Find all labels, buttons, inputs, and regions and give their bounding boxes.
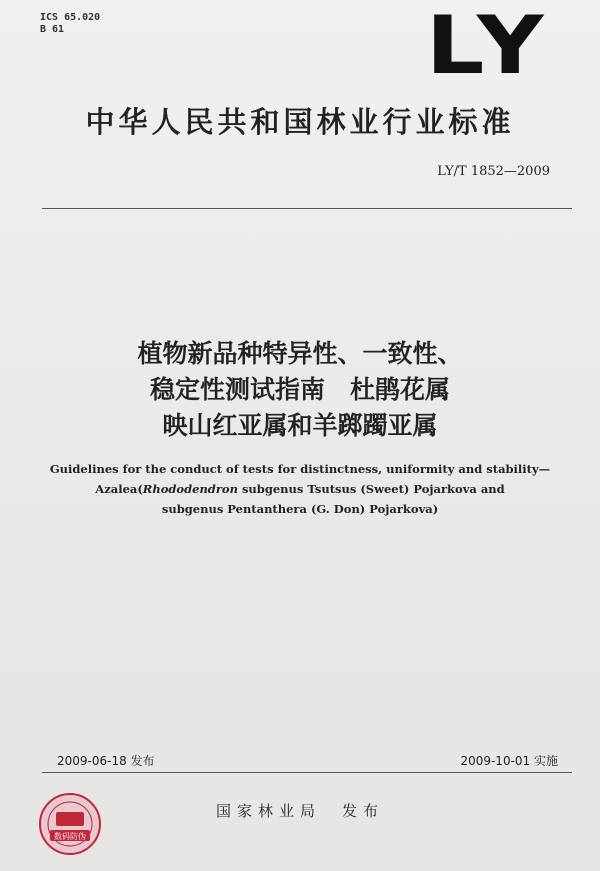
- ics-code: ICS 65.020: [40, 12, 101, 23]
- ccs-code: B 61: [40, 24, 65, 35]
- genus-name: Rhododendron: [142, 482, 238, 496]
- implementation-date: 2009-10-01 实施: [460, 754, 558, 768]
- chinese-title-line-3: 映山红亚属和羊踯躅亚属: [162, 411, 438, 440]
- issue-date: 2009-06-18 发布: [57, 754, 155, 768]
- classification-codes: [40, 12, 100, 36]
- footer-divider: [42, 772, 572, 773]
- ly-logo: LY: [425, 0, 550, 92]
- seal-label: 数码防伪: [54, 832, 86, 841]
- chinese-title: [0, 336, 600, 444]
- publisher: 国家林业局 发布: [215, 802, 384, 820]
- english-title-line-2: [0, 479, 600, 499]
- chinese-title-line-1: 植物新品种特异性、一致性、: [137, 339, 463, 368]
- english-title-line-3: subgenus Pentanthera (G. Don) Pojarkova): [161, 502, 439, 516]
- chinese-title-line-2: 稳定性测试指南 杜鹃花属: [149, 375, 450, 404]
- english-title-line-1: Guidelines for the conduct of tests for distinctness, uniformity and stability—: [49, 462, 551, 476]
- english-title-line-2-start: Azalea(: [95, 482, 143, 496]
- standard-code: LY/T 1852—2009: [437, 164, 550, 179]
- english-title: [0, 459, 600, 519]
- english-title-line-2-end: subgenus Tsutsus (Sweet) Pojarkova and: [237, 482, 505, 496]
- header-divider: [42, 208, 572, 209]
- standard-category: 中华人民共和国林业行业标准: [85, 105, 515, 139]
